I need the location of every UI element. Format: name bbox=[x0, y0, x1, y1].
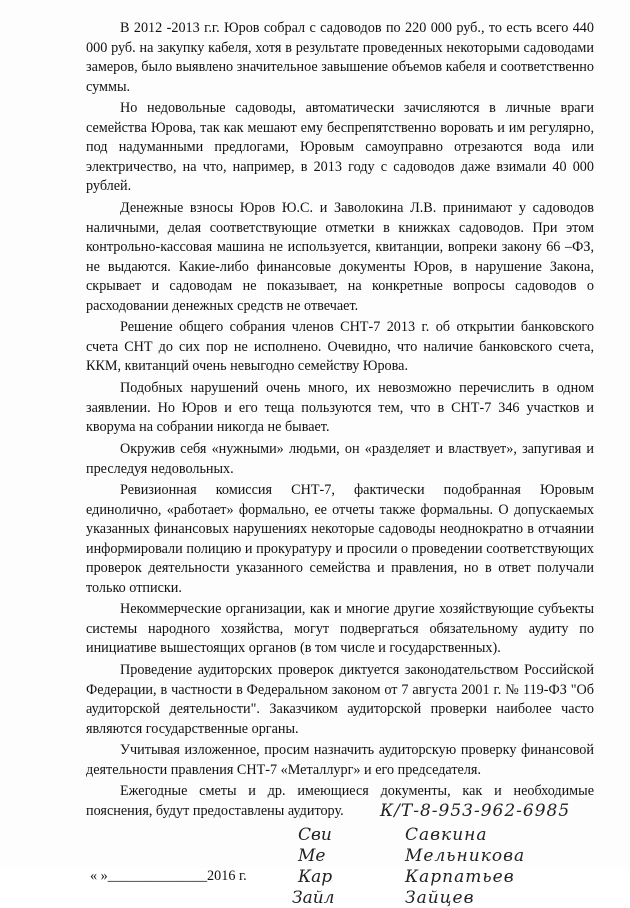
handwritten-phone-number: К/Т-8-953-962-6985 bbox=[380, 801, 571, 821]
paragraph-request-audit: Учитывая изложенное, просим назначить аудиторскую проверку финансовой деятельности правления СНТ-7 «Металлург» и его председателя. bbox=[86, 742, 594, 778]
paragraph-documents-provided: Ежегодные сметы и др. имеющиеся документы, как и необходимые пояснения, будут предоставлены аудитору. bbox=[86, 783, 594, 819]
paragraph-audit-legislation: Проведение аудиторских проверок диктуется законодательством Российской Федерации, в частности в Федеральном законом от 7 августа 2001 г. № 119-ФЗ "Об аудиторской деятельности". Заказчиком аудиторской проверки наиболее часто являются государственные органы. bbox=[86, 662, 594, 737]
handwritten-signature-surname: Зайцев bbox=[405, 888, 475, 908]
paragraph-bank-account: Решение общего собрания членов СНТ-7 2013 г. об открытии банковского счета СНТ до сих пор не исполнено. Очевидно, что наличие банковского счета, ККМ, квитанций очень невыгодно семейству Юрова. bbox=[86, 319, 594, 374]
date-line: « »______________2016 г. bbox=[90, 868, 247, 884]
paragraph-many-violations: Подобных нарушений очень много, их невозможно перечислить в одном заявлении. Но Юров и его теща пользуются тем, что в СНТ-7 346 участков и кворума на собрании никогда не бывает. bbox=[86, 380, 594, 435]
paragraph-audit-commission: Ревизионная комиссия СНТ-7, фактически подобранная Юровым единолично, «работает» формально, ее отчеты также формальны. О допускаемых указанных финансовых нарушениях некоторые садоводы неоднократно в отчаянии информировали полицию и прокуратуру и просили о проведении соответствующих проверок деятельности указанного семейства и правления, но в ответ получали только отписки. bbox=[86, 482, 594, 596]
paragraph-noncommercial-organizations: Некоммерческие организации, как и многие другие хозяйствующие субъекты системы народного хозяйства, могут подвергаться обязательному аудиту по инициативе вышестоящих органов (в том числе и государственных). bbox=[86, 601, 594, 656]
paragraph-dissatisfied-gardeners: Но недовольные садоводы, автоматически зачисляются в личные враги семейства Юрова, так как мешают ему беспрепятственно воровать и им регулярно, под надуманными предлогами, Юровым самоуправно отрезаются вода или электричество, на что, например, в 2013 году с садоводов даже взимали 40 000 рублей. bbox=[86, 100, 594, 194]
handwritten-signature-surname: Карпатьев bbox=[405, 867, 515, 887]
handwritten-signature-surname: Мельникова bbox=[405, 846, 526, 866]
paragraph-divide-and-rule: Окружив себя «нужными» людьми, он «разделяет и властвует», запугивая и преследуя недовольных. bbox=[86, 441, 594, 477]
handwritten-signature-surname: Савкина bbox=[405, 825, 488, 845]
paragraph-cable-purchase: В 2012 -2013 г.г. Юров собрал с садоводов по 220 000 руб., то есть всего 440 000 руб. на закупку кабеля, хотя в результате проведенных некоторыми садоводами замеров, было выявлено значительное завышение объемов кабеля и соответственно суммы. bbox=[86, 20, 594, 95]
paragraph-cash-contributions: Денежные взносы Юров Ю.С. и Заволокина Л.В. принимают у садоводов наличными, делая соответствующие отметки в книжках садоводов. При этом контрольно-кассовая машина не используется, квитанции, вопреки закону 66 –ФЗ, не выдаются. Какие-либо финансовые документы Юров, в нарушение Закона, скрывает и садоводам не показывает, на конкретные вопросы садоводов о расходовании денежных средств не отвечает. bbox=[86, 200, 594, 314]
handwritten-signature-initials: Ме bbox=[298, 846, 326, 866]
handwritten-signature-initials: Сви bbox=[298, 825, 332, 845]
handwritten-signature-initials: Кар bbox=[298, 867, 333, 887]
handwritten-signature-initials: Зайл bbox=[292, 888, 335, 908]
